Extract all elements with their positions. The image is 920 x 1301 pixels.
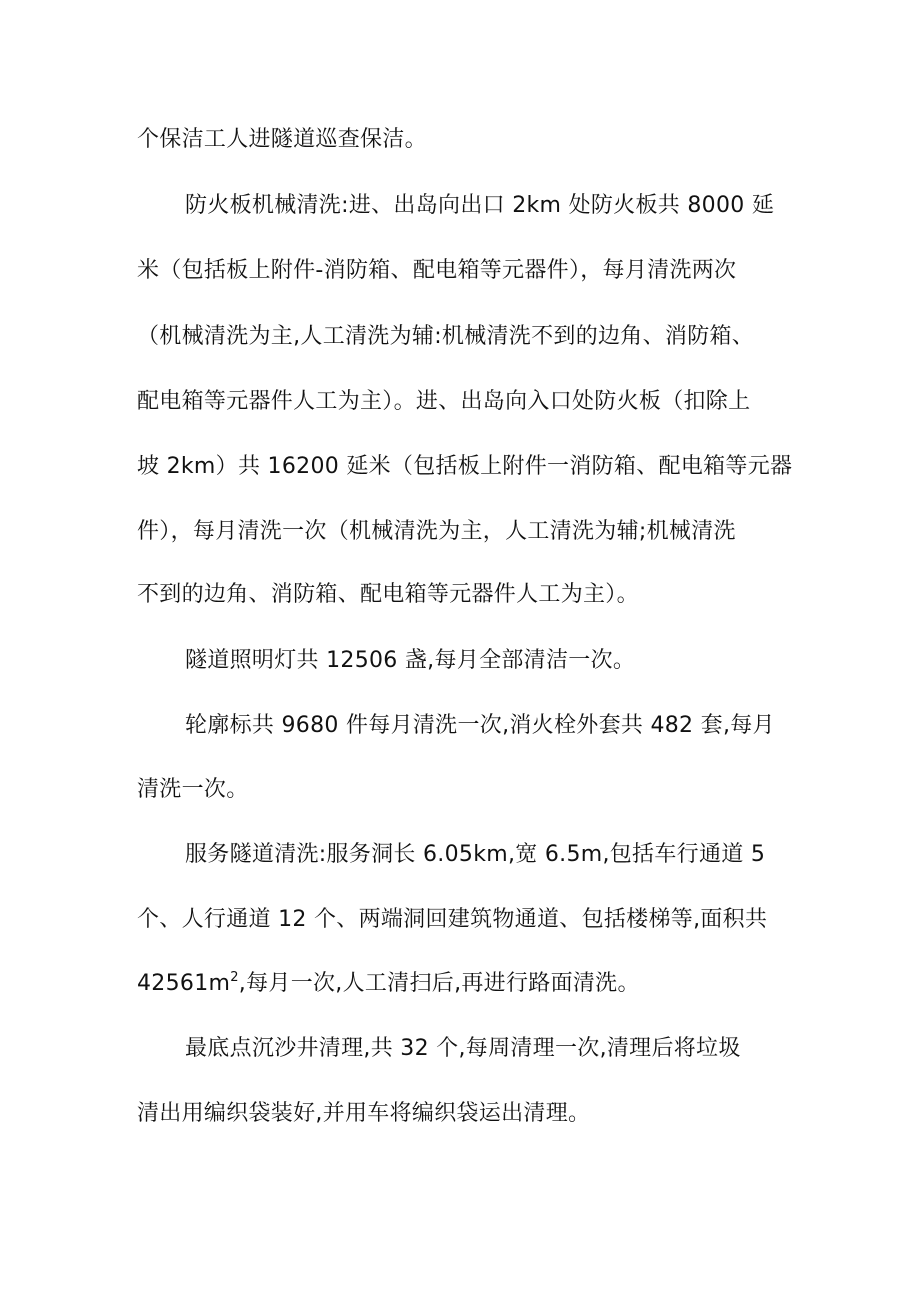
text-line-12: 服务隧道清洗:服务洞长 6.05km,宽 6.5m,包括车行通道 5 xyxy=(185,842,766,867)
area-unit-superscript: 2 xyxy=(230,970,239,985)
text-line-14-rest: ,每月一次,人工清扫后,再进行路面清洗。 xyxy=(238,971,640,996)
text-line-8: 不到的边角、消防箱、配电箱等元器件人工为主）。 xyxy=(137,582,639,607)
text-line-3: 米（包括板上附件-消防箱、配电箱等元器件），每月清洗两次 xyxy=(137,258,737,283)
text-line-10: 轮廓标共 9680 件每月清洗一次,消火栓外套共 482 套,每月 xyxy=(185,713,775,738)
text-line-1: 个保洁工人进隧道巡查保洁。 xyxy=(137,127,427,152)
text-line-14 xyxy=(137,969,640,999)
text-line-13: 个、人行通道 12 个、两端洞回建筑物通道、包括楼梯等,面积共 xyxy=(137,907,768,932)
text-line-16: 清出用编织袋装好,并用车将编织袋运出清理。 xyxy=(137,1101,591,1126)
text-line-6: 坡 2km）共 16200 延米（包括板上附件一消防箱、配电箱等元器 xyxy=(137,454,793,479)
text-line-4: （机械清洗为主,人工清洗为辅:机械清洗不到的边角、消防箱、 xyxy=(137,324,755,349)
text-line-7: 件），每月清洗一次（机械清洗为主，人工清洗为辅;机械清洗 xyxy=(137,519,736,544)
text-line-15: 最底点沉沙井清理,共 32 个,每周清理一次,清理后将垃圾 xyxy=(185,1036,741,1061)
text-line-2: 防火板机械清洗:进、出岛向出口 2km 处防火板共 8000 延 xyxy=(185,193,775,218)
text-line-5: 配电箱等元器件人工为主）。进、出岛向入口处防火板（扣除上 xyxy=(137,389,751,414)
text-line-9: 隧道照明灯共 12506 盏,每月全部清洁一次。 xyxy=(185,648,636,673)
area-value: 42561m xyxy=(137,971,231,996)
text-line-11: 清洗一次。 xyxy=(137,777,249,802)
